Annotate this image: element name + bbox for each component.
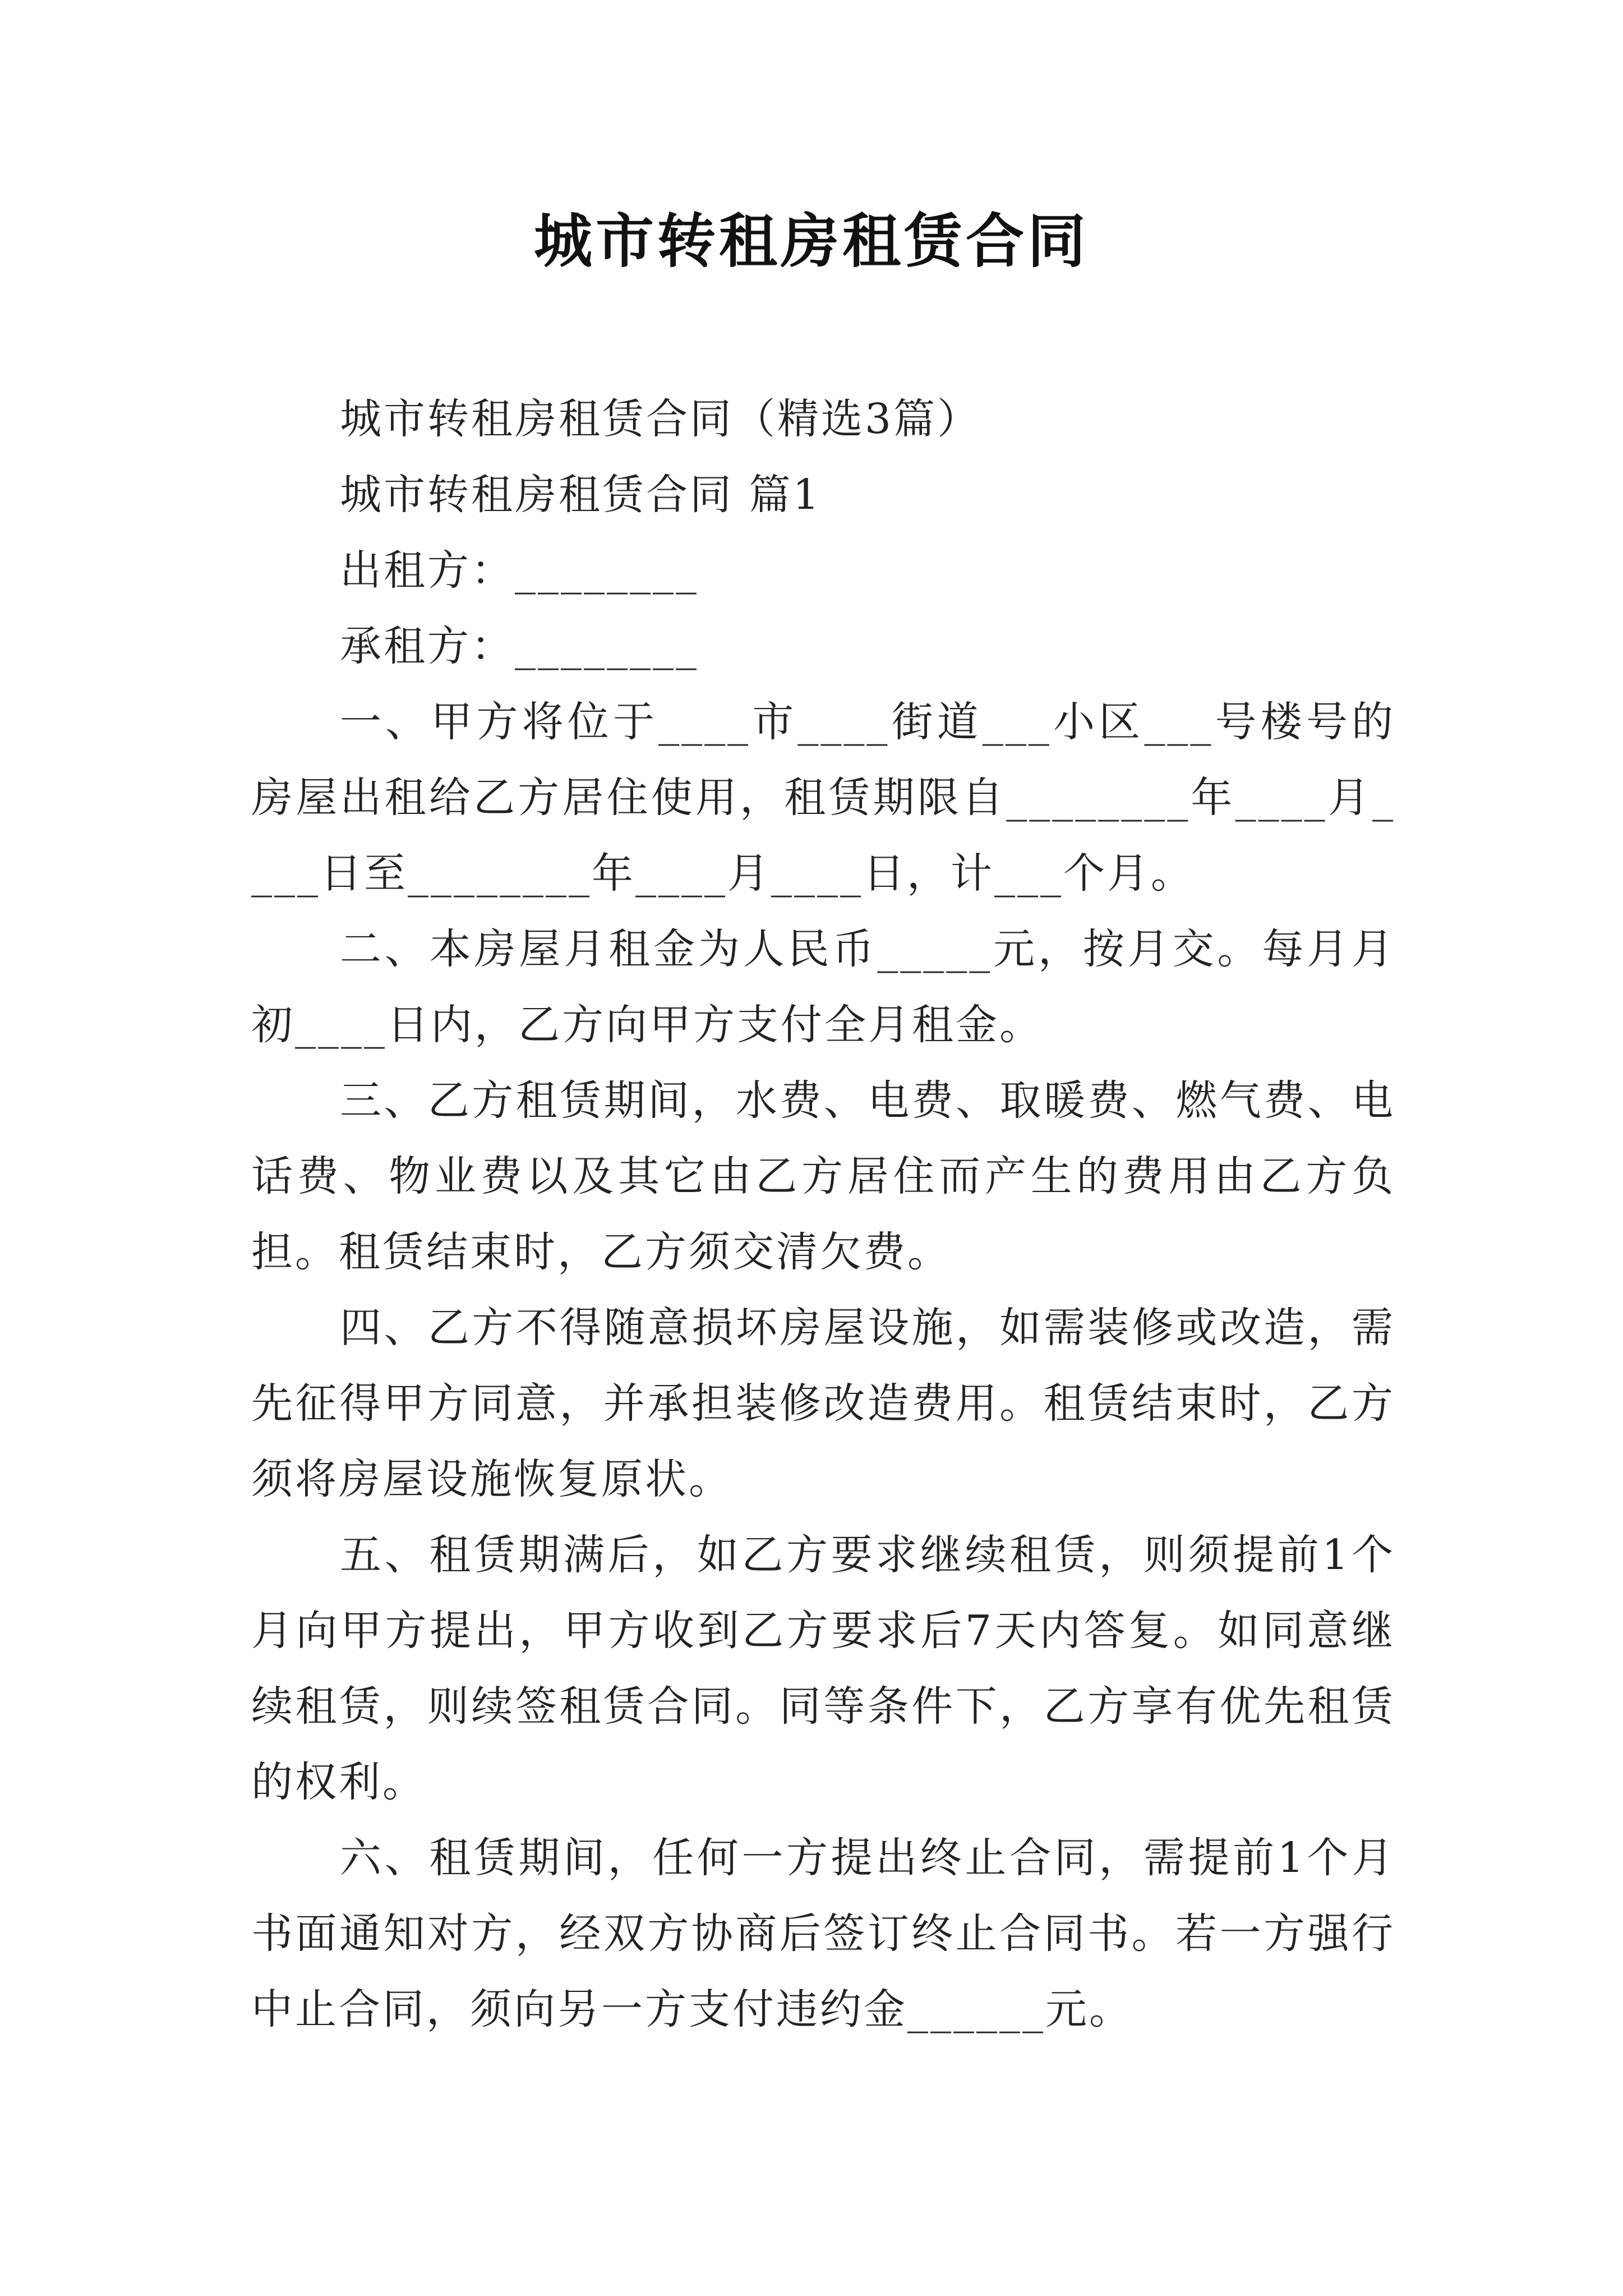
clause-1: 一、甲方将位于____市____街道___小区___号楼号的房屋出租给乙方居住使用，租赁期限自________年____月____日至________年____月____日，计___个月。: [251, 698, 1395, 898]
clause-5: 五、租赁期满后，如乙方要求继续租赁，则须提前1个月向甲方提出，甲方收到乙方要求后7天内答复。如同意继续租赁，则续签租赁合同。同等条件下，乙方享有优先租赁的权利。: [251, 1531, 1395, 1806]
part-heading: 城市转租房租赁合同 篇1: [340, 471, 822, 519]
clause-6: 六、租赁期间，任何一方提出终止合同，需提前1个月书面通知对方，经双方协商后签订终止合同书。若一方强行中止合同，须向另一方支付违约金______元。: [251, 1834, 1395, 2033]
clause-4: 四、乙方不得随意损坏房屋设施，如需装修或改造，需先征得甲方同意，并承担装修改造费用。租赁结束时，乙方须将房屋设施恢复原状。: [251, 1304, 1395, 1503]
clause-3: 三、乙方租赁期间，水费、电费、取暖费、燃气费、电话费、物业费以及其它由乙方居住而产生的费用由乙方负担。租赁结束时，乙方须交清欠费。: [251, 1076, 1395, 1276]
lessor-line: 出租方：________: [340, 546, 699, 595]
document-body: [251, 381, 1395, 2047]
document-title: 城市转租房租赁合同: [533, 206, 1089, 275]
clause-2: 二、本房屋月租金为人民币_____元，按月交。每月月初____日内，乙方向甲方支付全月租金。: [251, 925, 1395, 1049]
lessee-line: 承租方：________: [340, 622, 699, 670]
document-subtitle: 城市转租房租赁合同（精选3篇）: [340, 395, 981, 443]
